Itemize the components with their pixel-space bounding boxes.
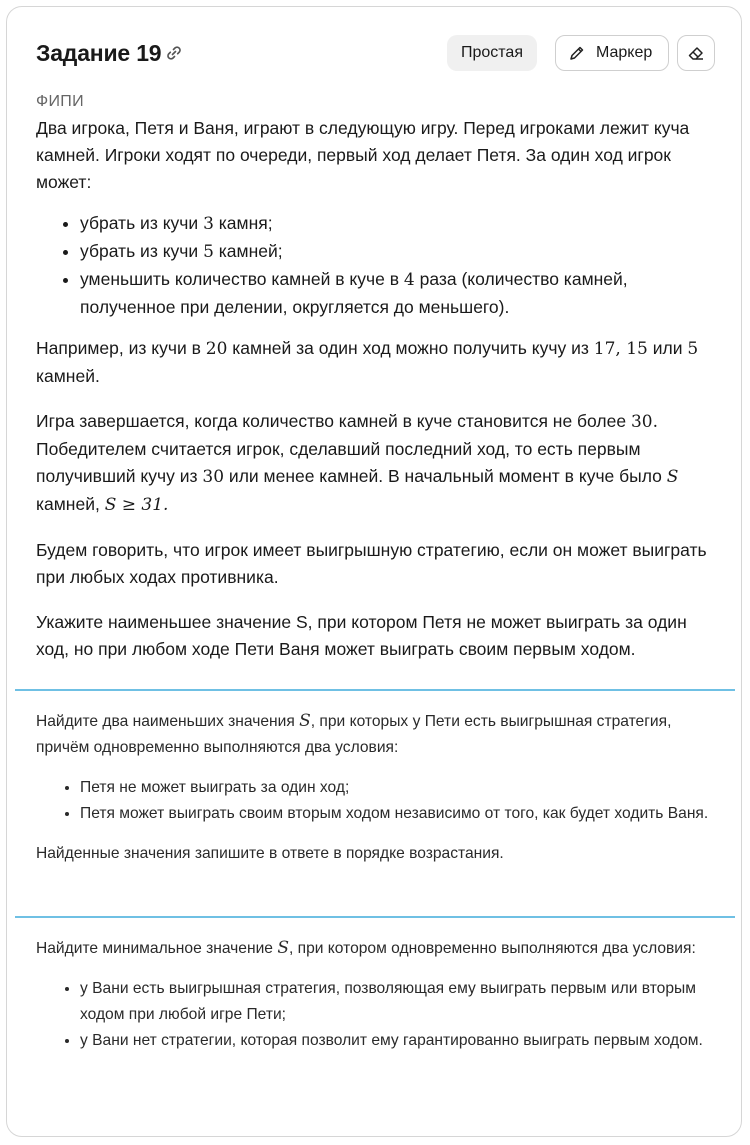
- eraser-icon: [687, 44, 705, 62]
- subtask-2: [36, 708, 726, 867]
- list-item: • Петя может выиграть своим вторым ходом независимо от того, как будет ходить Ваня.: [80, 801, 726, 827]
- subtask-3: [36, 935, 726, 1068]
- end-condition-paragraph: Игра завершается, когда количество камней в куче становится не более 30. Победителем считается игрок, сделавший последний ход, то есть первым получивший кучу из 30 или менее камней. В начальный момент в куче было S камней, S ≥ 31.: [36, 411, 679, 515]
- question-paragraph: Укажите наименьшее значение S, при котором Петя не может выиграть за один ход, но при любом ходе Пети Ваня может выиграть своим первым ходом.: [36, 612, 687, 659]
- list-item: • уменьшить количество камней в куче в 4 раза (количество камней, полученное при делении, округляется до меньшего).: [80, 266, 716, 321]
- difficulty-button[interactable]: Простая: [447, 35, 537, 71]
- task-statement: [36, 115, 716, 663]
- divider: [15, 916, 735, 918]
- task-card: [6, 6, 742, 1137]
- list-item: • убрать из кучи 3 камня;: [80, 210, 716, 238]
- marker-button[interactable]: [555, 35, 669, 71]
- subtask-2-conditions: [36, 775, 726, 827]
- marker-label: Маркер: [596, 44, 653, 61]
- subtask-3-conditions: [36, 976, 726, 1054]
- subtask-2-footer: Найденные значения запишите в ответе в порядке возрастания.: [36, 845, 504, 862]
- subtask-2-text: Найдите два наименьших значения S, при которых у Пети есть выигрышная стратегия, причём одновременно выполняются два условия:: [36, 711, 672, 756]
- task-source: ФИПИ: [36, 93, 84, 110]
- subtask-3-text: Найдите минимальное значение S, при котором одновременно выполняются два условия:: [36, 938, 696, 958]
- pencil-icon: [569, 45, 585, 61]
- link-icon[interactable]: [164, 43, 184, 63]
- task-header: [7, 7, 741, 102]
- list-item: • у Вани есть выигрышная стратегия, позволяющая ему выиграть первым или вторым ходом при любой игре Пети;: [80, 976, 726, 1028]
- list-item: • убрать из кучи 5 камней;: [80, 238, 716, 266]
- list-item: • Петя не может выиграть за один ход;: [80, 775, 726, 801]
- divider: [15, 689, 735, 691]
- strategy-paragraph: Будем говорить, что игрок имеет выигрышную стратегию, если он может выиграть при любых ходах противника.: [36, 540, 707, 587]
- task-title: Задание 19: [36, 40, 162, 66]
- list-item: • у Вани нет стратегии, которая позволит ему гарантированно выиграть первым ходом.: [80, 1028, 726, 1054]
- example-paragraph: Например, из кучи в 20 камней за один ход можно получить кучу из 17, 15 или 5 камней.: [36, 338, 699, 386]
- eraser-button[interactable]: [677, 35, 715, 71]
- task-intro: Два игрока, Петя и Ваня, играют в следующую игру. Перед игроками лежит куча камней. Игроки ходят по очереди, первый ход делает Петя. За один ход игрок может:: [36, 118, 690, 192]
- moves-list: [36, 210, 716, 321]
